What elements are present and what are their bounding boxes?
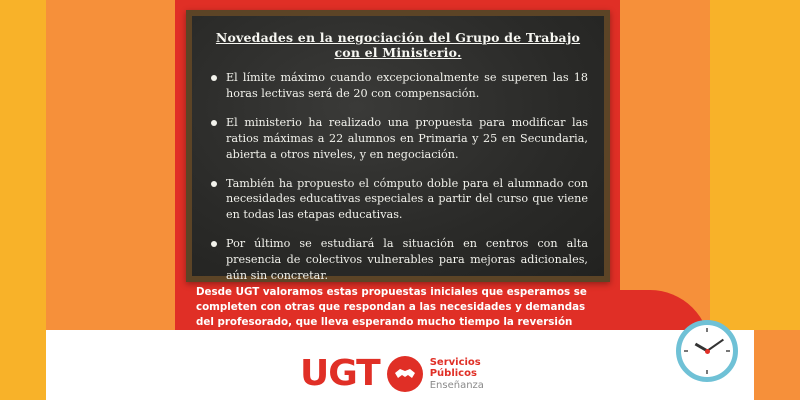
- logo-line-2: Públicos: [429, 368, 477, 380]
- handshake-icon: [387, 356, 423, 392]
- bullet-dot-icon: [211, 241, 217, 247]
- list-item-text: El ministerio ha realizado una propuesta para modificar las ratios máximas a 22 alumnos en Primaria y 25 en Secundaria, abierta a otros niveles, y en negociación.: [226, 115, 588, 161]
- list-item: [208, 236, 588, 284]
- board-bullet-list: [208, 70, 588, 284]
- decor-footer-left-yellow: [0, 330, 46, 400]
- board-title: Novedades en la negociación del Grupo de Trabajo con el Ministerio.: [215, 30, 581, 60]
- bullet-dot-icon: [211, 181, 217, 187]
- clock-icon: [676, 320, 738, 382]
- bullet-dot-icon: [211, 120, 217, 126]
- closing-statement: Desde UGT valoramos estas propuestas iniciales que esperamos se completen con otras que respondan a las necesidades y demandas del profesorado, que lleva esperando mucho tiempo la reversión completa de los recortes y la mejora en sus condiciones de trabajo.: [196, 286, 589, 343]
- decor-yellow-right-bar: [710, 0, 800, 330]
- list-item: [208, 115, 588, 163]
- decor-footer-right-orange: [754, 330, 800, 400]
- list-item-text: El límite máximo cuando excepcionalmente se superen las 18 horas lectivas será de 20 con compensación.: [226, 71, 588, 100]
- list-item-text: Por último se estudiará la situación en centros con alta presencia de colectivos vulnerables para mejoras adicionales, aún sin concretar.: [226, 237, 588, 283]
- logo-subtitle: [430, 357, 484, 392]
- logo-acronym: UGT: [300, 353, 380, 394]
- chalkboard: [186, 10, 610, 282]
- logo-line-3: Enseñanza: [429, 379, 484, 391]
- logo-line-1: Servicios: [429, 356, 481, 368]
- bullet-dot-icon: [211, 75, 217, 81]
- list-item: [208, 176, 588, 224]
- ugt-logo: [300, 353, 484, 394]
- list-item: [208, 70, 588, 102]
- chalkboard-surface: [192, 16, 604, 283]
- list-item-text: También ha propuesto el cómputo doble para el alumnado con necesidades educativas especiales a partir del curso que viene en todas las etapas educativas.: [226, 176, 588, 222]
